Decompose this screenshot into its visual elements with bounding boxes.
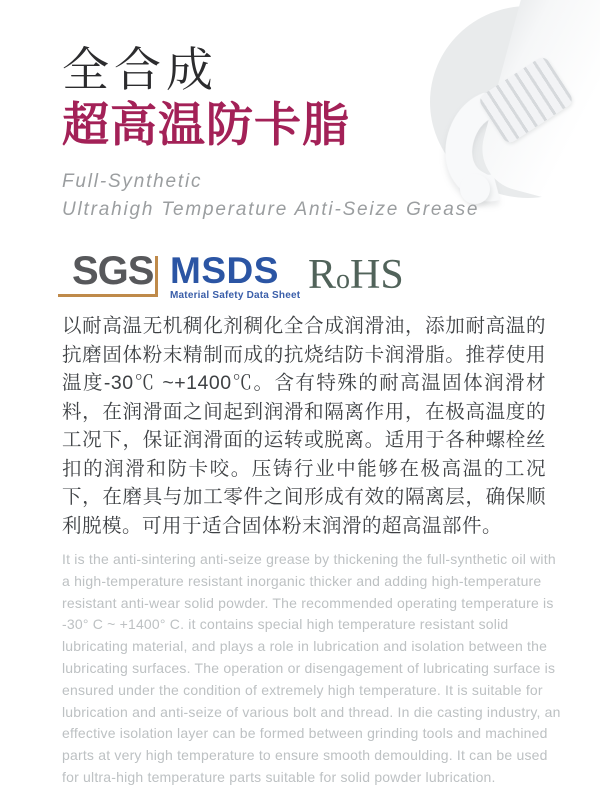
product-subtitle-en [62,168,479,224]
sgs-logo-sideline [155,256,158,297]
rohs-logo-text-o: o [336,264,351,295]
sgs-logo-text: SGS [72,249,154,293]
msds-logo [170,250,301,301]
msds-logo-text: MSDS [170,250,279,291]
sgs-logo-underline [58,294,158,297]
certification-logos [58,250,478,310]
product-title-cn-line1: 全合成 [62,43,218,96]
subtitle-line2: Ultrahigh Temperature Anti-Seize Grease [62,199,480,220]
header [62,42,479,224]
subtitle-line1: Full-Synthetic [62,171,203,192]
rohs-logo-text-r: R [308,252,337,298]
description-english: It is the anti-sintering anti-seize grease by thickening the full-synthetic oil with a high-temperature resistant inorganic thicker and adding high-temperature resistant anti-wear solid powder. The recommended operating temperature is -30° C ~ +1400° C. it contains special high temperature resistant solid lubricating material, and plays a role in lubrication and isolation between the lubricating surfaces. The operation or disengagement of lubricating surface is ensured under the condition of extremely high temperature. It is suitable for lubrication and anti-seize of various bolt and thread. In die casting industry, an effective isolation layer can be formed between grinding tools and machined parts at very high temperature to ensure smooth demoulding. It can be used for ultra-high temperature parts suitable for solid powder lubrication. [62,551,561,785]
msds-logo-tagline: Material Safety Data Sheet [170,290,301,301]
rohs-logo-text-hs: HS [350,252,404,298]
description-chinese: 以耐高温无机稠化剂稠化全合成润滑油，添加耐高温的抗磨固体粉末精制而成的抗烧结防卡润滑脂。推荐使用温度-30℃ ~+1400℃。含有特殊的耐高温固体润滑材料，在润滑面之间起到润滑和隔离作用，在极高温度的工况下，保证润滑面的运转或脱离。适用于各种螺栓丝扣的润滑和防卡咬。压铸行业中能够在极高温的工况下，在磨具与加工零件之间形成有效的隔离层，确保顺利脱模。可用于适合固体粉末润滑的超高温部件。 [62,315,546,537]
sgs-logo [58,249,158,297]
product-title-cn-line2: 超高温防卡脂 [62,98,350,151]
rohs-logo [308,252,404,299]
